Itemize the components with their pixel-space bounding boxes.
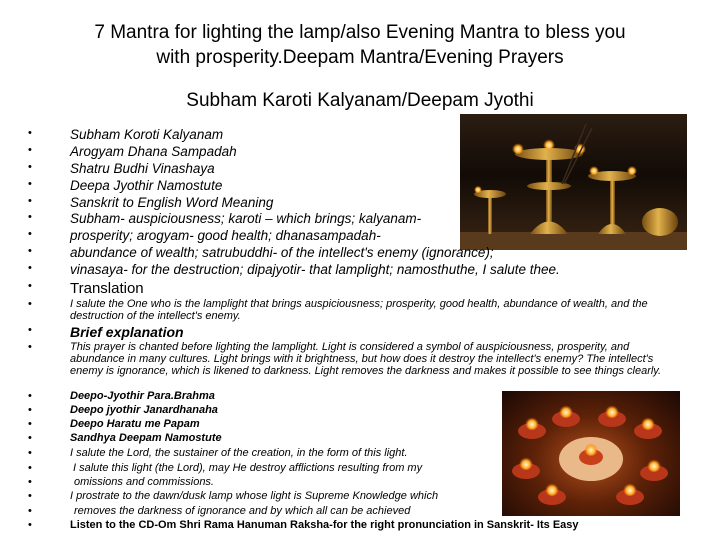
- brief-explanation-text: This prayer is chanted before lighting the lamplight. Light is considered a symbol of auspiciousness, prosperity, and abundance in many cultures. Light brings with it brightness, but how does it destroy the intellect's enemy? The intellect's enemy is ignorance, which is likened to darkness. Light removes the darkness and makes it possible to see things clearly.: [70, 341, 662, 377]
- bullet-icon: •: [28, 161, 32, 173]
- bullet-icon: •: [28, 262, 32, 274]
- brief-explanation-heading: Brief explanation: [70, 324, 184, 340]
- slide-title-line-1: 7 Mantra for lighting the lamp/also Evening Mantra to bless you: [94, 22, 626, 43]
- diya-lamps-illustration: [502, 391, 680, 516]
- bullet-icon: •: [28, 462, 32, 474]
- bullet-icon: •: [28, 144, 32, 156]
- slide-title-line-2: with prosperity.Deepam Mantra/Evening Prayers: [156, 47, 564, 68]
- bullet-icon: •: [28, 432, 32, 444]
- bullet-icon: •: [28, 228, 32, 240]
- bullet-icon: •: [28, 447, 32, 459]
- bullet-icon: •: [28, 127, 32, 139]
- slide-subtitle: Subham Karoti Kalyanam/Deepam Jyothi: [186, 90, 534, 111]
- bullet-icon: •: [28, 280, 32, 292]
- bullet-icon: •: [28, 505, 32, 517]
- bullet-icon: •: [28, 341, 32, 353]
- bullet-icon: •: [28, 178, 32, 190]
- bullet-icon: •: [28, 245, 32, 257]
- bullet-icon: •: [28, 476, 32, 488]
- bullet-icon: •: [28, 404, 32, 416]
- slide-title: [0, 20, 720, 70]
- translation-text: I salute the One who is the lamplight that brings auspiciousness; prosperity, good health, abundance of wealth, and the destruction of the intellect's enemy.: [70, 298, 648, 322]
- translation-heading: Translation: [70, 280, 144, 297]
- closing-note: Listen to the CD-Om Shri Rama Hanuman Raksha-for the right pronunciation in Sanskrit- Its Easy: [70, 519, 579, 531]
- bullet-icon: •: [28, 324, 32, 336]
- bullet-icon: •: [28, 390, 32, 402]
- bullet-icon: •: [28, 195, 32, 207]
- bullet-icon: •: [28, 519, 32, 531]
- diya-lamps-photo: [502, 391, 680, 516]
- bullet-icon: •: [28, 298, 32, 310]
- brass-lamps-illustration: [460, 114, 687, 250]
- bullet-icon: •: [28, 418, 32, 430]
- bullet-icon: •: [28, 211, 32, 223]
- brass-lamps-photo: [460, 114, 687, 250]
- bullet-icon: •: [28, 490, 32, 502]
